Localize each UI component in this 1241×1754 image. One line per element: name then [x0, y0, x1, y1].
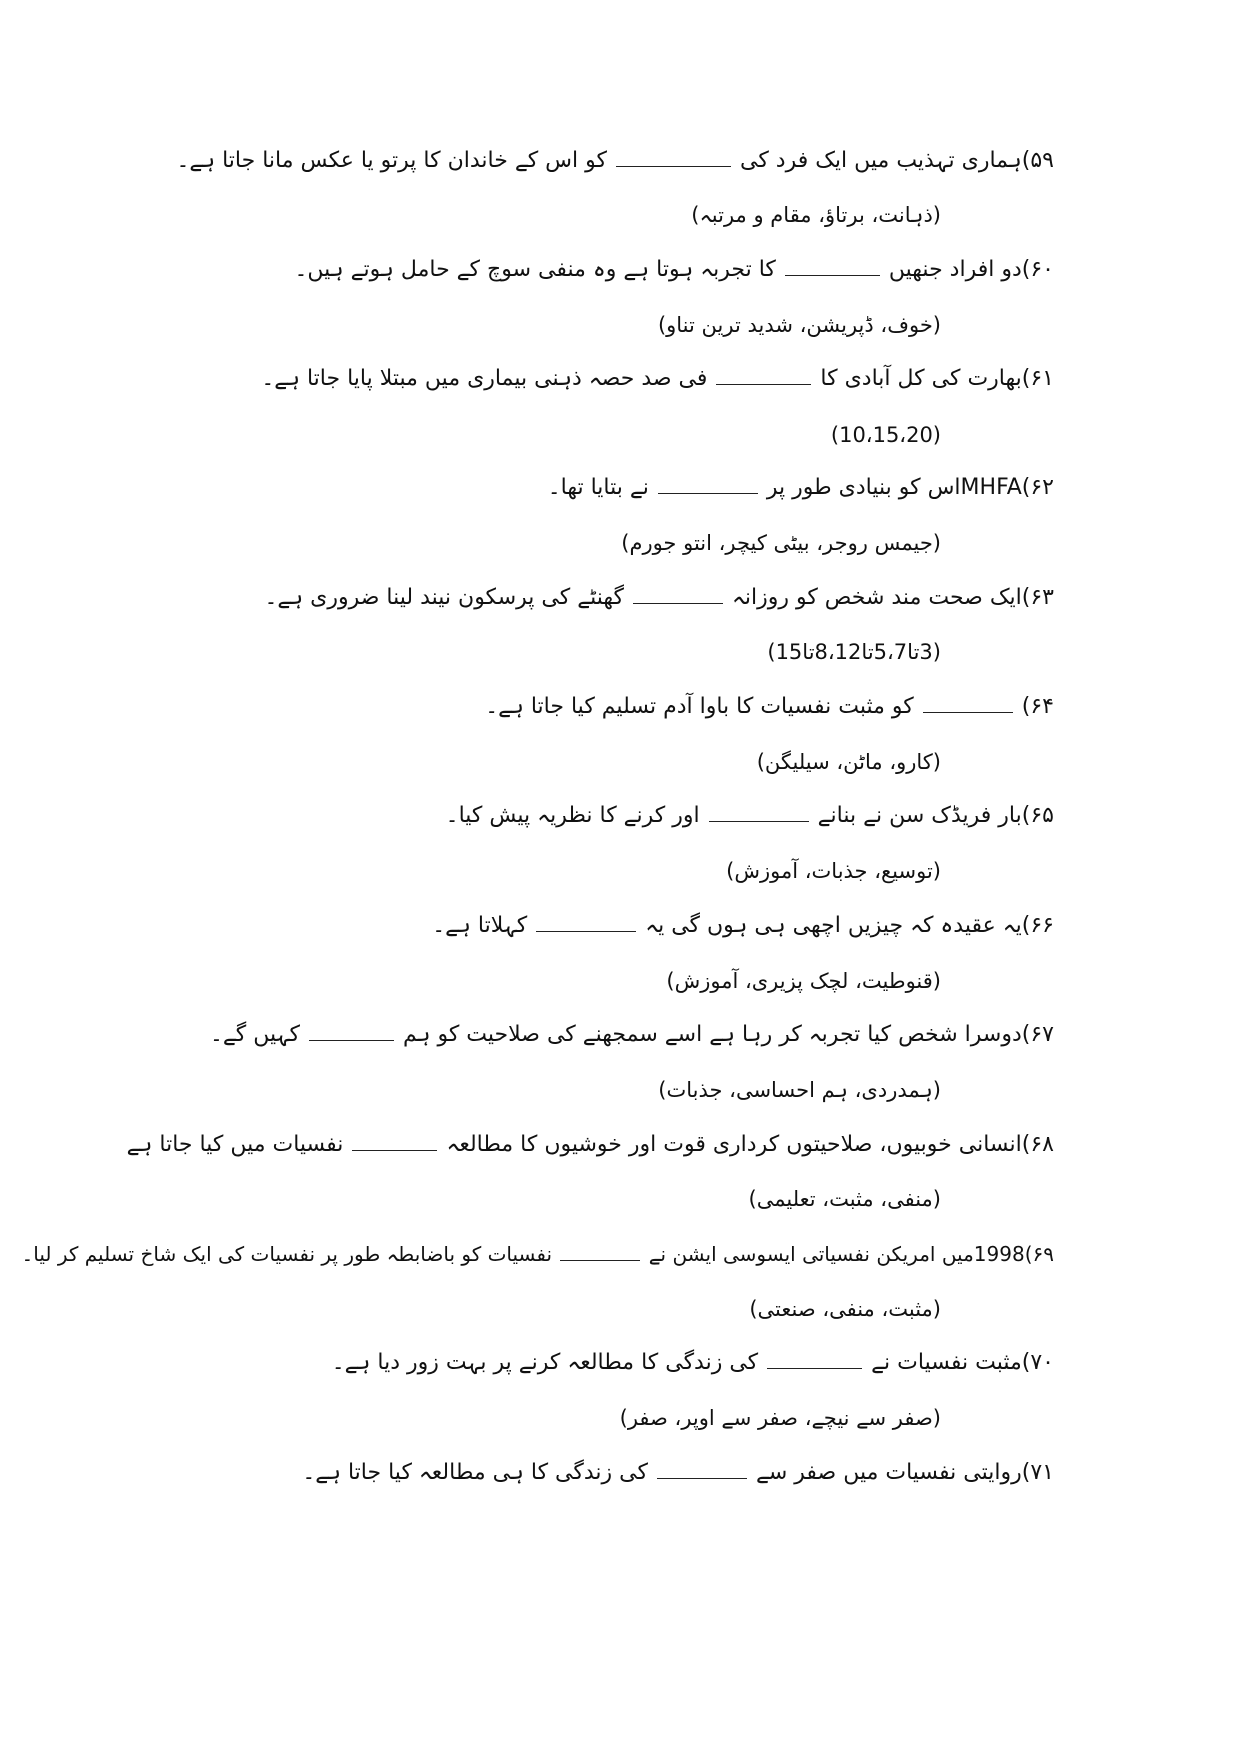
question-62: [548, 473, 1054, 503]
question-text-before: 1998میں امریکن نفسیاتی ایسوسی ایشن نے: [648, 1242, 1025, 1266]
question-text-before: روایتی نفسیات میں صفر سے: [755, 1460, 1022, 1485]
options-60: (خوف، ڈپریشن، شدید ترین تناو): [657, 313, 941, 337]
question-text-after: کو اس کے خاندان کا پرتو یا عکس مانا جاتا ہے۔: [176, 148, 607, 173]
question-text-after: کا تجربہ ہوتا ہے وہ منفی سوچ کے حامل ہوتے ہیں۔: [294, 257, 776, 282]
question-text-before: دو افراد جنھیں: [888, 257, 1022, 282]
question-number: ۷۱): [1021, 1460, 1054, 1485]
question-number: ۵۹): [1021, 148, 1054, 173]
question-text-after: کو مثبت نفسیات کا باوا آدم تسلیم کیا جاتا ہے۔: [485, 694, 914, 719]
question-text-before: MHFAاس کو بنیادی طور پر: [766, 475, 1022, 500]
question-number: ۷۰): [1021, 1350, 1054, 1375]
question-text-after: فی صد حصہ ذہنی بیماری میں مبتلا پایا جاتا ہے۔: [261, 366, 708, 391]
question-number: ۶۲): [1021, 475, 1054, 500]
question-66: [432, 911, 1054, 941]
options-61: (10،15،20): [830, 423, 941, 447]
question-text-before: مثبت نفسیات نے: [871, 1350, 1022, 1375]
question-number: ۶۵): [1021, 803, 1054, 828]
question-63: [264, 583, 1054, 613]
question-number: ۶۸): [1021, 1132, 1054, 1157]
options-66: (قنوطیت، لچک پزیری، آموزش): [666, 969, 941, 993]
answer-blank: [657, 1458, 747, 1479]
options-63: (3تا5،7تا8،12تا15): [767, 640, 941, 664]
question-text-after: کی زندگی کا ہی مطالعہ کیا جاتا ہے۔: [302, 1460, 648, 1485]
question-59: [176, 146, 1054, 176]
question-71: [302, 1458, 1054, 1488]
answer-blank: [352, 1130, 437, 1151]
answer-blank: [767, 1348, 862, 1369]
answer-blank: [785, 255, 880, 276]
answer-blank: [658, 473, 758, 494]
answer-blank: [633, 583, 723, 604]
question-number: ۶۱): [1021, 366, 1054, 391]
question-text-after: کی زندگی کا مطالعہ کرنے پر بہت زور دیا ہے۔: [331, 1350, 759, 1375]
question-number: ۶۹): [1024, 1242, 1054, 1266]
question-number: ۶۴): [1021, 694, 1054, 719]
question-text-before: بھارت کی کل آبادی کا: [820, 366, 1022, 391]
question-text-before: ہماری تہذیب میں ایک فرد کی: [739, 148, 1022, 173]
question-68: [127, 1130, 1054, 1160]
question-text-after: گھنٹے کی پرسکون نیند لینا ضروری ہے۔: [264, 585, 624, 610]
options-69: (مثبت، منفی، صنعتی): [749, 1297, 941, 1321]
answer-blank: [709, 801, 809, 822]
answer-blank: [923, 692, 1013, 713]
question-number: ۶۰): [1021, 257, 1054, 282]
question-text-after: کہلاتا ہے۔: [432, 913, 528, 938]
question-70: [332, 1348, 1054, 1378]
question-65: [446, 801, 1054, 831]
question-number: ۶۷): [1021, 1022, 1054, 1047]
question-text-after: اور کرنے کا نظریہ پیش کیا۔: [445, 803, 700, 828]
answer-blank: [309, 1020, 394, 1041]
question-60: [295, 255, 1055, 285]
question-text-before: انسانی خوبیوں، صلاحیتوں کرداری قوت اور خوشیوں کا مطالعہ: [446, 1132, 1022, 1157]
question-text-before: دوسرا شخص کیا تجربہ کر رہا ہے اسے سمجھنے کی صلاحیت کو ہم: [402, 1022, 1022, 1047]
question-number: ۶۶): [1021, 913, 1054, 938]
question-text-after: نفسیات کو باضابطہ طور پر نفسیات کی ایک شاخ تسلیم کر لیا۔: [21, 1242, 553, 1266]
options-70: (صفر سے نیچے، صفر سے اوپر، صفر): [619, 1406, 941, 1430]
answer-blank: [716, 364, 811, 385]
question-64: [485, 692, 1054, 722]
question-text-after: نفسیات میں کیا جاتا ہے: [126, 1132, 344, 1157]
answer-blank: [536, 911, 636, 932]
options-65: (توسیع، جذبات، آموزش): [726, 859, 941, 883]
options-67: (ہمدردی، ہم احساسی، جذبات): [658, 1078, 941, 1102]
options-59: (ذہانت، برتاؤ، مقام و مرتبہ): [691, 203, 941, 227]
options-64: (کارو، ماٹن، سیلیگن): [756, 750, 941, 774]
answer-blank: [616, 146, 731, 167]
question-67: [210, 1020, 1054, 1050]
question-text-after: کہیں گے۔: [209, 1022, 300, 1047]
question-number: ۶۳): [1021, 585, 1054, 610]
answer-blank: [560, 1240, 640, 1261]
question-text-before: یہ عقیدہ کہ چیزیں اچھی ہی ہوں گی یہ: [645, 913, 1022, 938]
question-text-after: نے بتایا تھا۔: [547, 475, 649, 500]
question-69: [22, 1239, 1054, 1269]
question-text-before: بار فریڈک سن نے بنانے: [817, 803, 1022, 828]
question-text-before: ایک صحت مند شخص کو روزانہ: [731, 585, 1022, 610]
options-68: (منفی، مثبت، تعلیمی): [748, 1187, 941, 1211]
options-62: (جیمس روجر، بیٹی کیچر، انتو جورم): [621, 531, 941, 555]
question-61: [261, 364, 1054, 394]
